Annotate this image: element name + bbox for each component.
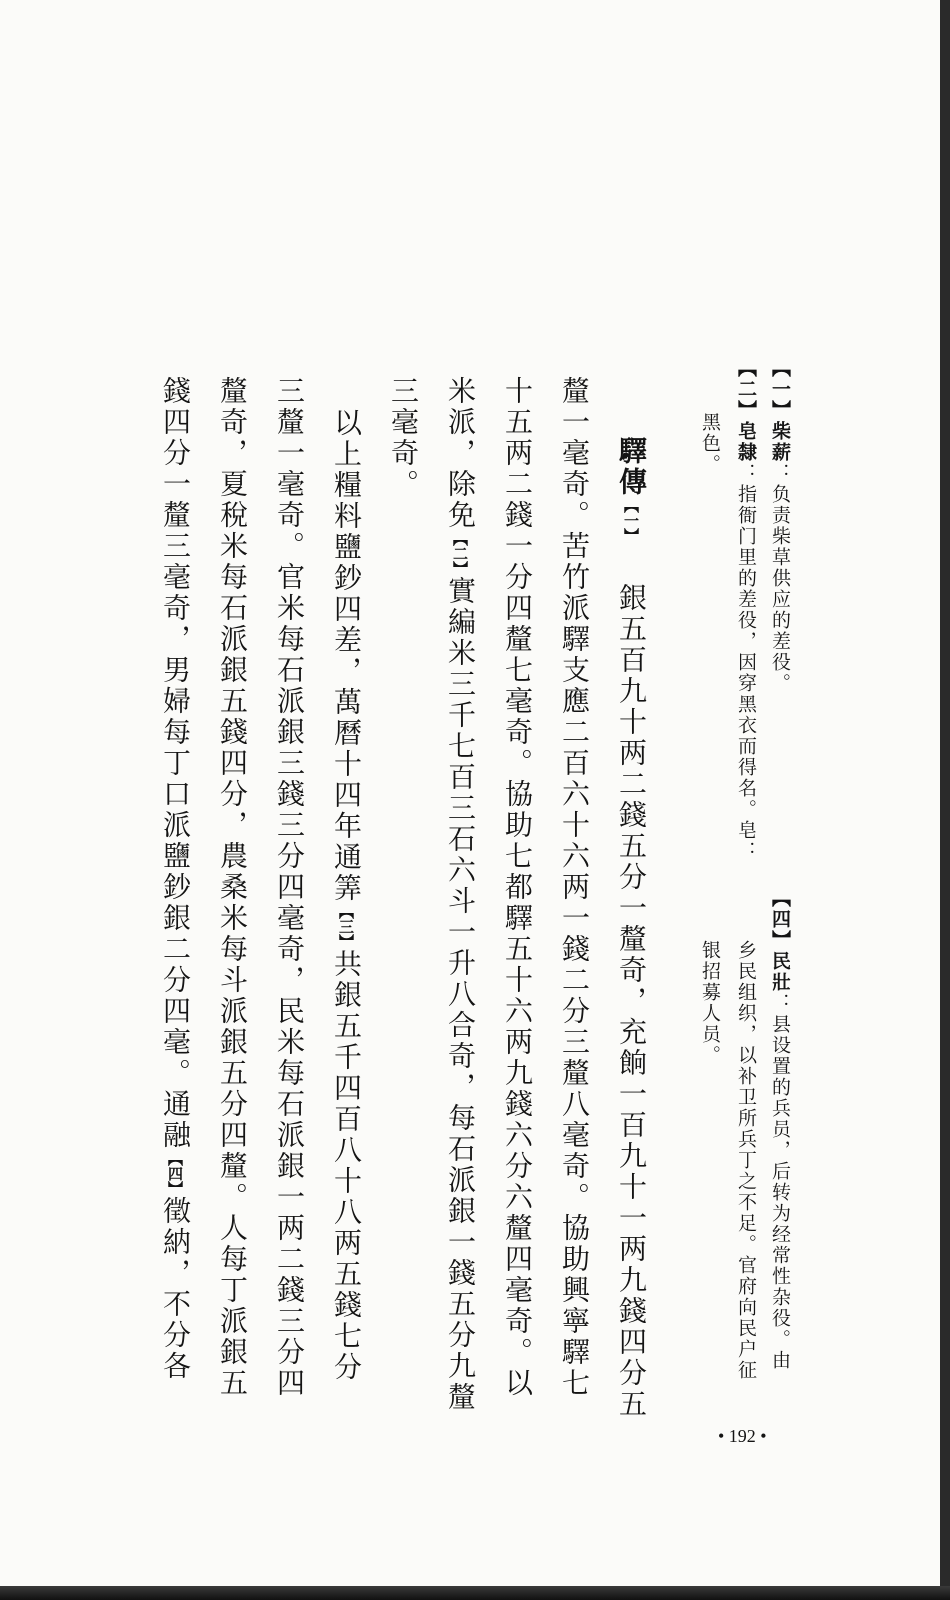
page-edge-shadow: [940, 0, 950, 1600]
main-column-6-text-b: 共銀五千四百八十八两五錢七分: [330, 949, 363, 1383]
footnote-4-line-3: [700, 940, 719, 1066]
main-column-7: [273, 376, 306, 1399]
footnote-1: [770, 358, 789, 694]
footnote-1-text: 负责柴草供应的差役。: [769, 484, 791, 694]
main-column-2: [558, 376, 591, 1399]
main-column-3: [501, 376, 534, 1399]
main-column-4-text-b: 實編米三千七百三石六斗一升八合奇，每石派銀一錢五分九釐: [444, 576, 477, 1413]
footnote-4-term: 民壯: [769, 951, 791, 993]
page-number: • 192 •: [718, 1426, 767, 1446]
footnote-4-line-1: [770, 888, 789, 1371]
footnote-ref-4: 【四】: [166, 1151, 184, 1196]
footnote-2-line-2: [700, 412, 719, 475]
main-column-6: [330, 408, 363, 1383]
footnote-2-marker: 【二】: [735, 358, 757, 421]
main-column-1: [615, 436, 648, 1420]
footnote-2-text-a: 指衙门里的差役，因穿黑衣而得名。皂：: [735, 484, 757, 862]
main-column-8: [216, 376, 249, 1399]
main-column-8-text: 釐奇，夏稅米每石派銀五錢四分，農桑米每斗派銀五分四釐。人每丁派銀五: [216, 376, 249, 1399]
footnote-2-text-b: 黑色。: [699, 412, 721, 475]
main-column-2-text: 釐一毫奇。苦竹派驛支應二百六十六两一錢二分三釐八毫奇。協助興寧驛七: [558, 376, 591, 1399]
footnote-4-colon: ：: [769, 993, 791, 1014]
main-column-5-text: 三毫奇。: [387, 376, 420, 500]
footnote-4-line-2: [736, 940, 755, 1381]
footnote-ref-1: 【一】: [622, 498, 640, 543]
footnote-4-text-c: 银招募人员。: [699, 940, 721, 1066]
footnote-ref-2: 【二】: [451, 531, 469, 576]
section-heading-yizhuan: 驛傳: [615, 436, 648, 498]
footnote-2-term: 皂隸: [735, 421, 757, 463]
main-column-7-text: 三釐一毫奇。官米每石派銀三錢三分四毫奇，民米每石派銀一两二錢三分四: [273, 376, 306, 1399]
main-column-9-text-b: 徵納，不分各: [159, 1196, 192, 1382]
footnote-1-marker: 【一】: [769, 358, 791, 421]
main-column-9-text-a: 錢四分一釐三毫奇，男婦每丁口派鹽鈔銀二分四毫。通融: [159, 376, 192, 1151]
main-column-4: [444, 376, 477, 1413]
footnote-1-colon: ：: [769, 463, 791, 484]
footnote-1-term: 柴薪: [769, 421, 791, 463]
main-column-1-text: 銀五百九十两二錢五分一釐奇，充餉一百九十一两九錢四分五: [615, 583, 648, 1420]
footnote-2-line-1: [736, 358, 755, 862]
footnote-4-text-a: 县设置的兵员，后转为经常性杂役。由: [769, 1014, 791, 1371]
footnote-4-text-b: 乡民组织，以补卫所兵丁之不足。官府向民户征: [735, 940, 757, 1381]
main-column-5: [387, 376, 420, 500]
main-column-9: [159, 376, 192, 1382]
bottom-edge-shadow: [0, 1586, 950, 1600]
main-column-3-text: 十五两二錢一分四釐七毫奇。協助七都驛五十六两九錢六分六釐四毫奇。以: [501, 376, 534, 1399]
footnote-4-marker: 【四】: [769, 888, 791, 951]
main-column-6-text-a: 以上糧料鹽鈔四差，萬曆十四年通筭: [330, 408, 363, 904]
main-column-4-text-a: 米派，除免: [444, 376, 477, 531]
footnote-2-colon: ：: [735, 463, 757, 484]
footnote-ref-3: 【三】: [337, 904, 355, 949]
